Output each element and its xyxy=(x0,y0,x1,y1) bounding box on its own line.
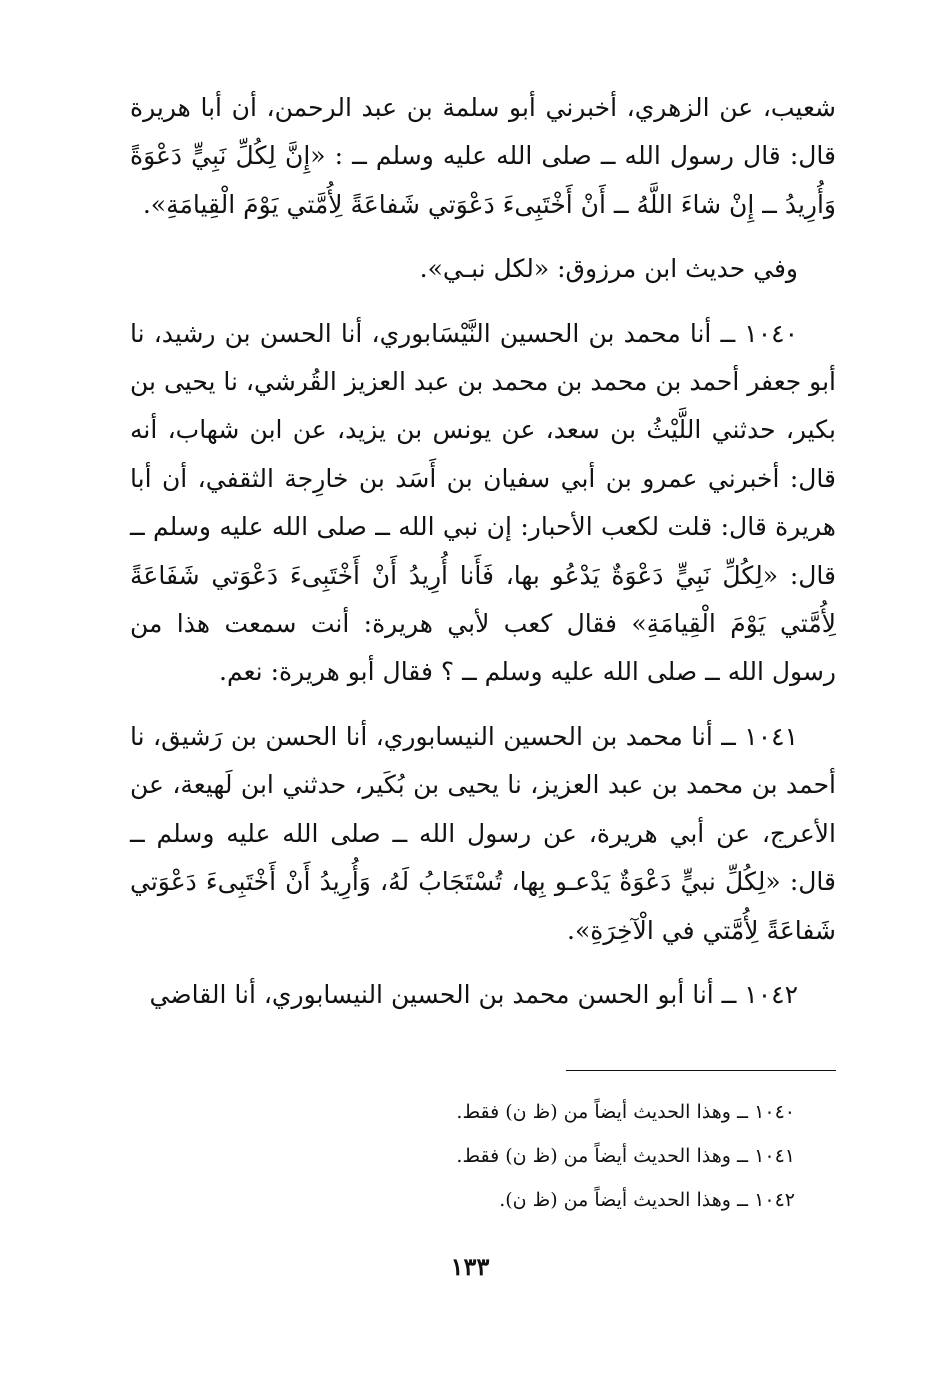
footnote-1042: ١٠٤٢ ــ وهذا الحديث أيضاً من (ظ ن). xyxy=(499,1189,795,1211)
footnotes xyxy=(400,1090,795,1222)
footnote-1040: ١٠٤٠ ــ وهذا الحديث أيضاً من (ظ ن) فقط. xyxy=(456,1101,795,1123)
footnote-divider xyxy=(566,1070,836,1071)
main-text xyxy=(130,84,836,1019)
paragraph-ibn-marzuq-note: وفي حديث ابن مرزوق: «لكل نبـي». xyxy=(419,254,798,284)
footnote-1041: ١٠٤١ ــ وهذا الحديث أيضاً من (ظ ن) فقط. xyxy=(456,1145,795,1167)
paragraph-hadith-1040: ١٠٤٠ ــ أنا محمد بن الحسين النَّيْسَابوري، أنا الحسن بن رشيد، نا أبو جعفر أحمد بن محمد بن محمد بن عبد العزيز القُرشي، نا يحيى بن بكير، حدثني اللَّيْثُ بن سعد، عن يونس بن يزيد، عن ابن شهاب، أنه قال: أخبرني عمرو بن أبي سفيان بن أَسَد بن خارِجة الثقفي، أن أبا هريرة قال: قلت لكعب الأحبار: إن نبي الله ــ صلى الله عليه وسلم ــ قال: «لِكُلِّ نَبِيٍّ دَعْوَةٌ يَدْعُو بها، فَأَنا أُرِيدُ أَنْ أَخْتَبِىءَ دَعْوَتي شَفَاعَةً لِأُمَّتي يَوْمَ الْقِيامَةِ» فقال كعب لأبي هريرة: أنت سمعت هذا من رسول الله ــ صلى الله عليه وسلم ــ ؟ فقال أبو هريرة: نعم. xyxy=(130,318,836,687)
paragraph-hadith-1041: ١٠٤١ ــ أنا محمد بن الحسين النيسابوري، أنا الحسن بن رَشيق، نا أحمد بن محمد بن عبد العزيز، نا يحيى بن بُكَير، حدثني ابن لَهيعة، عن الأعرج، عن أبي هريرة، عن رسول الله ــ صلى الله عليه وسلم ــ قال: «لِكُلِّ نبيٍّ دَعْوَةٌ يَدْعـو بِها، تُسْتَجَابُ لَهُ، وَأُرِيدُ أَنْ أَخْتَبِىءَ دَعْوَتي شَفاعَةً لِأُمَّتي في الْآخِرَةِ». xyxy=(130,721,836,945)
paragraph-continuation: شعيب، عن الزهري، أخبرني أبو سلمة بن عبد الرحمن، أن أبا هريرة قال: قال رسول الله ــ صلى الله عليه وسلم ــ : «إِنَّ لِكُلِّ نَبِيٍّ دَعْوَةً وَأُرِيدُ ــ إِنْ شاءَ اللَّهُ ــ أَنْ أَخْتَبِىءَ دَعْوَتي شَفاعَةً لِأُمَّتي يَوْمَ الْقِيامَةِ». xyxy=(130,93,836,219)
page-number: ١٣٣ xyxy=(450,1252,490,1281)
paragraph-hadith-1042: ١٠٤٢ ــ أنا أبو الحسن محمد بن الحسين النيسابوري، أنا القاضي xyxy=(149,979,798,1009)
